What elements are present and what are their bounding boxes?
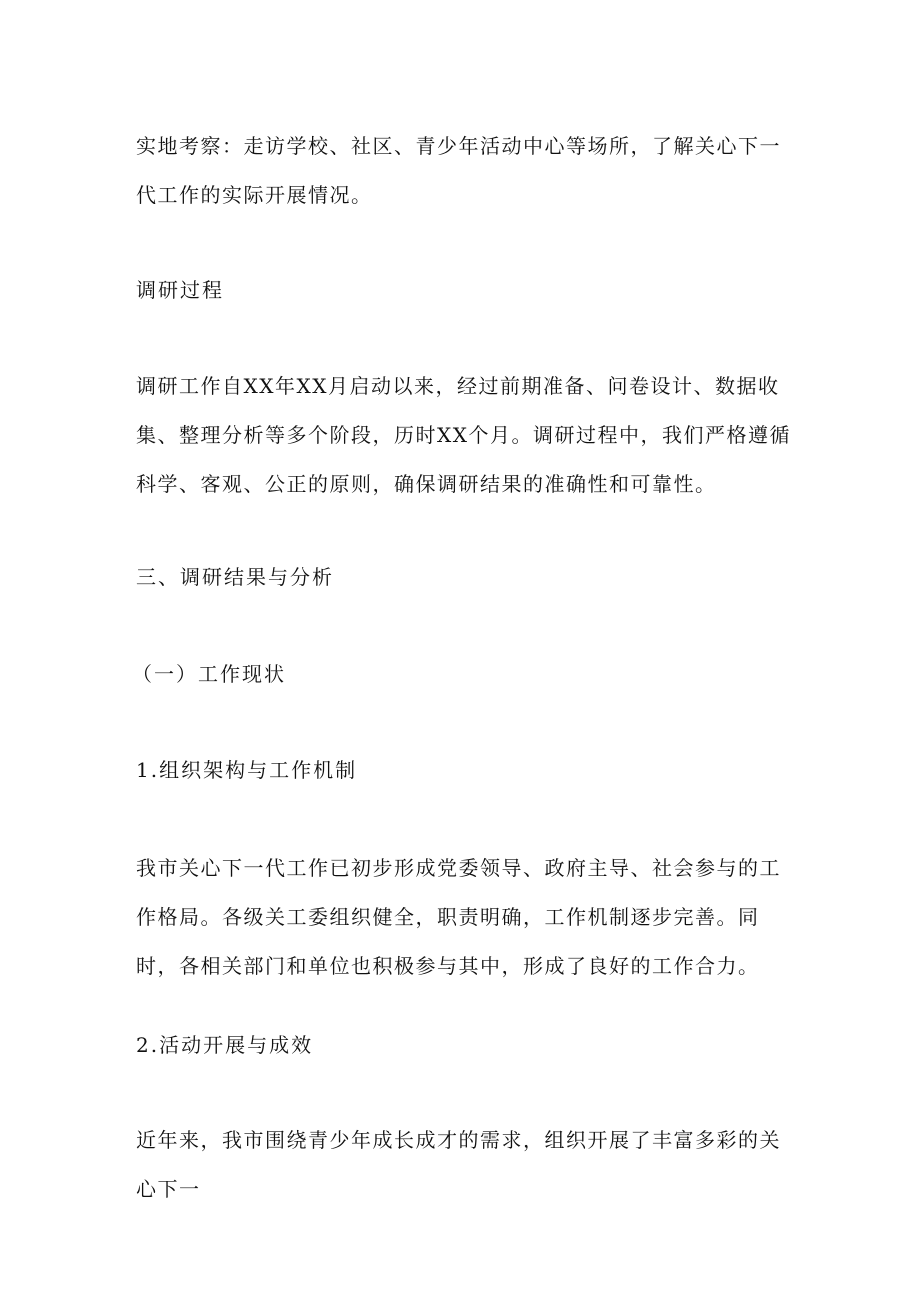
heading-section-three: 三、调研结果与分析 bbox=[136, 565, 334, 589]
heading-activities-results: 2.活动开展与成效 bbox=[136, 1033, 314, 1057]
heading-organization-structure: 1.组织架构与工作机制 bbox=[136, 758, 358, 782]
heading-research-process: 调研过程 bbox=[136, 278, 224, 302]
heading-current-status: （一）工作现状 bbox=[132, 662, 286, 686]
paragraph-organization-structure: 我市关心下一代工作已初步形成党委领导、政府主导、社会参与的工作格局。各级关工委组织健全，职责明确，工作机制逐步完善。同时，各相关部门和单位也积极参与其中，形成了良好的工作合力。 bbox=[136, 856, 781, 978]
paragraph-activities-results: 近年来，我市围绕青少年成长成才的需求，组织开展了丰富多彩的关心下一 bbox=[136, 1128, 781, 1201]
paragraph-research-process: 调研工作自XX年XX月启动以来，经过前期准备、问卷设计、数据收集、整理分析等多个阶段，历时XX个月。调研过程中，我们严格遵循科学、客观、公正的原则，确保调研结果的准确性和可靠性。 bbox=[136, 374, 791, 496]
paragraph-field-study: 实地考察：走访学校、社区、青少年活动中心等场所，了解关心下一代工作的实际开展情况。 bbox=[136, 134, 781, 207]
